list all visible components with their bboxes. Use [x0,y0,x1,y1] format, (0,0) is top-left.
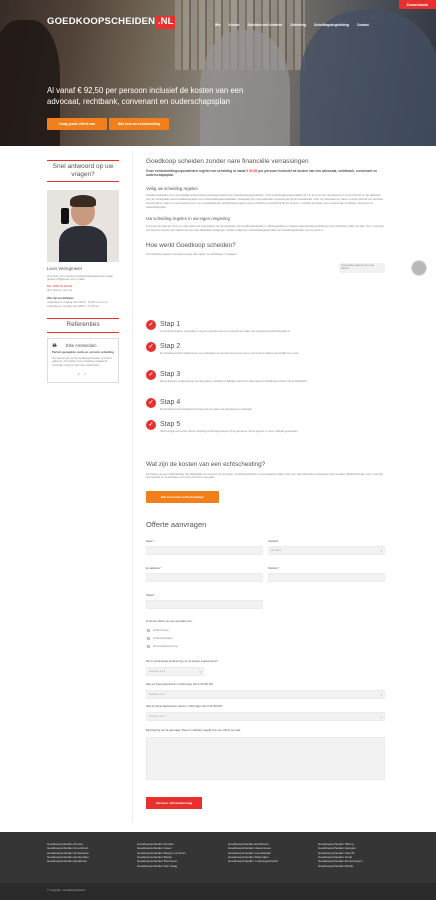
check-icon: ✓ [146,398,156,408]
nav-item-scheidingsbegeleiding[interactable]: Scheidingsbegeleiding [314,23,349,27]
footer-link[interactable]: Goedkoopscheiden Breda [137,855,172,860]
step-title: Stap 3 [160,371,181,378]
footer-column-1 [47,842,89,864]
logo-text: GOEDKOOPSCHEIDEN [47,16,156,27]
footer-link[interactable]: Goedkoopscheiden Assen [137,846,172,851]
radio-icon [147,645,150,648]
step-title: Stap 1 [160,321,181,328]
contact-name: Leon Veringmeier [47,265,83,271]
sidebar-heading: Snel antwoord op uw vragen? [47,160,119,182]
footer-link[interactable]: Goedkoopscheiden Rotterdam [228,855,269,860]
option-alimentatie[interactable] [147,645,178,649]
naam-label: Naam * [146,540,155,543]
hero-banner [0,0,436,146]
nav-item-uitvoering[interactable]: Uitvoering [290,23,307,27]
chat-avatar[interactable] [411,260,427,276]
partner-inkomen-label: Was het bruto jaarinkomen partner in 2016 lager dan € 26.000,00? [146,705,223,708]
email-label: E-mailadres * [146,567,162,570]
footer-link[interactable]: Goedkoopscheiden Amersfoort [47,846,89,851]
footer-link[interactable]: Goedkoopscheiden Zevenbergen [318,859,363,864]
lead-pre: Onze echtscheidingsspecialisten regelen uw scheiding al vanaf [146,168,247,173]
reference-title: Perfect geregelde snelle en correcte scheiding [52,349,114,354]
veilig-text: Goedkoopscheiden.nl is een landelijk werkend samenwerkingsverband van echtscheidingsspecialisten. Onze echtscheidingsspecialisten bij u in de buurt zijn ingeschreven in het tuchtrecht en zijn daardoor voor de rechtspraak erkend kwaliteitsregister voor echtscheidingsbemiddelaars. Daarnaast zijn onze advocaten ingeschreven bij de Nederlandse Orde van Advocaten en staan zij onder toezicht van de Raad van Discipline. Indien u in aanmerking komt voor gesubsidieerde rechtsbijstand regelen wij uw scheiding al vanaf € 92,50 per persoon - inclusief de kosten van uw advocaat, rechtbank, convenant en ouderschapsplan. [146,194,383,209]
contact-phone[interactable]: Bel: (085) 23 14 002 [47,284,73,289]
kinderen-label: Zijn er minderjarige kinderen bij u of uw partner ingeschreven? [146,660,218,663]
footer-link[interactable]: Goedkoopscheiden Amstelveen [47,850,90,855]
column-divider [132,150,133,822]
nav-item-contact[interactable]: Contact [356,23,369,27]
nav-item-scheiden-met-kinderen[interactable]: Scheiden met kinderen [247,23,283,27]
inkomen-select[interactable]: Selecteer a.u.b. ▾ [146,690,385,699]
option-ouderschapsplan[interactable] [147,637,173,641]
radio-icon [147,629,150,632]
option-label: Ouderschapsplan [153,637,173,641]
main-content [146,158,386,257]
check-icon: ✓ [146,370,156,380]
lead-price: € 92,50 [246,168,258,173]
hoe-heading: Hoe werkt Goedkoop scheiden? [146,241,236,249]
calculate-costs-button[interactable]: Wat kost mijn echtscheiding? [146,491,219,503]
partner-inkomen-select[interactable]: Selecteer a.u.b. ▾ [146,712,385,721]
quote-form-title-wrap [146,520,386,530]
logo-suffix: .NL [157,16,174,27]
telefoon-input[interactable] [268,573,385,582]
step-text: De scheidingscoach maakt binnen een werkdagen de concept documenten op en neemt deze stukken persoonlijk met u door. [160,352,300,355]
contact-phone-sub: (€ 0,10/pm) met ons [47,287,73,292]
copyright-text: © Copyright - Goedkoopscheiden [47,889,86,892]
veilig-heading: Veilig uw scheiding regelen [146,185,198,191]
footer-column-4 [318,842,362,868]
photo-hair [70,195,96,207]
top-bar [0,0,436,34]
kosten-section [146,461,386,480]
beschrijving-textarea[interactable] [146,737,385,780]
step-title: Stap 4 [160,399,181,406]
footer-link[interactable]: Goedkoopscheiden Amsterdam [47,855,89,860]
footer-link[interactable]: Goedkoopscheiden Bergen op Zoom [137,850,187,855]
omgeving-heading: Uw scheiding regelen in uw eigen omgeving [146,216,230,222]
lead-text [146,169,386,178]
email-input[interactable] [146,573,263,582]
check-icon: ✓ [146,420,156,430]
bottom-bar [0,883,436,900]
footer-link[interactable]: Goedkoopscheiden 's-Hertogenbosch [228,859,279,864]
check-icon: ✓ [146,342,156,352]
submit-button[interactable]: Verstuur offerteaanvraag [146,797,202,809]
step-text: U vult de formulieren zorgvuldig in voor het opstellen van het convenant en indien van toepassing ouderschapsplan in. [160,330,291,333]
footer-link[interactable]: Goedkoopscheiden Eindhoven [228,842,269,846]
quote-icon: ❝ [52,342,57,353]
hoe-text: Uw scheiding regelen is heel eenvoudig. Wij regelen uw scheiding in 5 stappen: [146,253,238,257]
footer-link[interactable]: Goedkoopscheiden Almere [47,842,84,846]
page-title: Goedkoop scheiden zonder nare financiële verrassingen [146,158,309,165]
footer-link[interactable]: Goedkoopscheiden Tilburg [318,842,354,846]
site-logo[interactable] [47,16,175,29]
check-icon: ✓ [146,320,156,330]
option-label: Alimentatieberekening [153,645,178,649]
request-quote-button[interactable]: Vraag gratis offerte aan [47,118,107,130]
hero-title: Al vanaf € 92,50 per persoon inclusief de kosten van een advocaat, rechtbank, convenant en ouderschapsplan [47,86,244,106]
downloads-button[interactable]: Downloads [399,0,436,9]
footer-link[interactable]: Goedkoopscheiden Venlo [318,855,353,860]
hours-title: Wij zijn bereikbaar: [47,295,75,300]
form-title: Offerte aanvragen [146,520,207,529]
nav-item-kosten[interactable]: Kosten [228,23,240,27]
opening-hours: maandag t/m vrijdag van 09:00 - 22:00 uur en op zaterdag en zondag van 09:00 - 17:00 uur. [47,299,108,308]
sidebar [47,160,119,383]
option-label: Echtscheiding [153,629,169,633]
beschrijving-label: Beschrijving van de aanvraag: Wees zo volledig mogelijk voor een offerte op maat. [146,729,241,732]
lead-post: per persoon inclusief de kosten van een advocaat, rechtbank, convenant en ouderschapsplan. [146,168,378,178]
reference-card [47,338,119,383]
footer-link[interactable]: Goedkoopscheiden Den Haag [137,863,178,868]
footer [0,832,436,883]
references-heading: Referenties [47,318,119,333]
phone-icon [61,208,69,224]
footer-column-2 [137,842,186,868]
radio-icon [147,637,150,640]
photo-body [59,226,107,262]
step-text: Na uw akkoord, ondertekening van alle stukken, betaling en tijdelijke intent onze advocaat het scheidingsverzoek in bij de Rechtbank. [160,380,308,383]
footer-link[interactable]: Goedkoopscheiden Arnhem [137,842,175,846]
footer-link[interactable]: Goedkoopscheiden Zwolle [318,863,354,868]
inkomen-label: Was uw bruto jaarinkomen in 2016 lager dan € 26.000,00? [146,683,214,686]
contact-photo [47,190,119,262]
step-title: Stap 5 [160,421,181,428]
geslacht-select[interactable]: Dhr./Mevr. ▾ [268,546,385,555]
omgeving-text: In de loop der tijd zien meer en meer stellen de meerwaarde van de werkwijze van Goedkoopscheiden.nl. Wij begeleiden en regelen tegenwoordig scheidingen van honderden stellen per jaar. Ons u nog beter van dienst te kunnen zijn hebben wij over heel Nederland vestigingen. Zodat er altijd een echtscheidingsspecialist van Goedkoopscheiden.nl in de buurt is. [146,225,385,232]
costs-button[interactable]: Wat kost uw echtscheiding [109,118,169,130]
main-navigation [215,23,369,27]
plaats-input[interactable] [146,600,263,609]
footer-link[interactable]: Goedkoopscheiden Utrecht [318,850,355,855]
kosten-text: De kosten van een echtscheiding zijn afhankelijk van inkomen en vermogen. Goedkoopscheiden.nl is transparant zodat u niet voor zare financiële verrassingen komt te staan. Bekijk hieronder voor u ook wat het nog kost om te scheiden met u kunt vooruit en nog geen. [146,472,383,480]
chat-bubble[interactable]: Goedendag, waar kan ik u mee helpen? [339,263,385,273]
naam-input[interactable] [146,546,263,555]
specialist-label: Ik wil een offerte van een specialist voor: [146,620,193,623]
geslacht-label: Geslacht [268,540,279,543]
nav-item-wie[interactable]: Wie [215,23,221,27]
footer-link[interactable]: Goedkoopscheiden Hengelo [318,846,356,851]
footer-link[interactable]: Goedkoopscheiden Brunssum [137,859,178,864]
footer-column-3 [228,842,278,864]
contact-description: Ons team van ervaren echtscheidingsadviseurs staat geheel vrijblijvend voor u klaar. [47,273,113,282]
footer-link[interactable]: Goedkoopscheiden Leeuwarden [228,850,272,855]
reference-arrows[interactable]: ‹ › [78,371,88,376]
step-text: De Rechtbank doet intentieformeel twee tot vier weken na ontvangst een uitspraak. [160,408,252,411]
chat-widget[interactable] [339,260,409,278]
telefoon-label: Telefoon * [268,567,280,570]
kosten-heading: Wat zijn de kosten van een echtscheiding? [146,461,266,468]
plaats-label: Plaats * [146,594,155,597]
step-text: Hierna zorgen we ervoor dat de scheiding wordt ingeschreven bij de gemeente; als dit gebeurt is, bent u officieel gescheiden. [160,430,299,433]
footer-link[interactable]: Goedkoopscheiden Apeldoorn [47,859,88,864]
option-echtscheiding[interactable] [147,629,169,633]
kinderen-select[interactable]: Selecteer a.u.b. ▾ [146,667,204,676]
step-title: Stap 2 [160,343,181,350]
reference-text: Via internet zijn we bij Goedkoopscheiden.nl terecht gekomen. Ze hebben onze scheiding uitstekend verzorgd. Ik kan ze van harte aanbevelen. [52,356,112,367]
reference-name: Else Amsterdam [66,343,97,349]
footer-link[interactable]: Goedkoopscheiden Heerenveen [228,846,272,851]
